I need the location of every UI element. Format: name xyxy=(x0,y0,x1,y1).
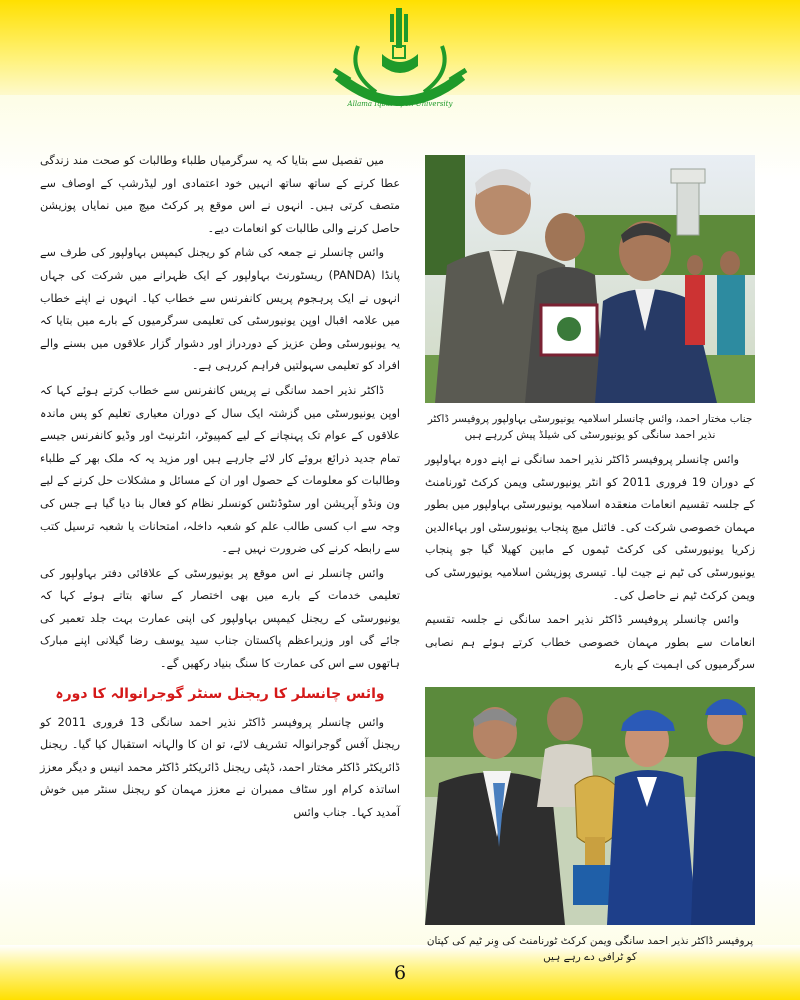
photo2-caption: پروفیسر ڈاکٹر نذیر احمد سانگی ویمن کرکٹ ٹورنامنٹ کی وِنر ٹیم کی کپتان کو ٹرافی دے رہے ہیں xyxy=(426,934,754,963)
left-article-text xyxy=(40,150,400,676)
paragraph: وائس چانسلر پروفیسر ڈاکٹر نذیر احمد سانگی نے اپنے دورہ بہاولپور کے دوران 19 فروری 2011 کو انٹر یونیورسٹی ویمن کرکٹ ٹورنامنٹ کے جلسہ تقسیم انعامات منعقدہ اسلامیہ یونیورسٹی بہاولپور میں بطور مہمان خصوصی شرکت کی۔ فائنل میچ پنجاب یونیورسٹی اور بہاءالدین زکریا یونیورسٹی کی کرکٹ ٹیموں کے مابین کھیلا گیا جو پنجاب یونیورسٹی کی ٹیم نے جیت لیا۔ تیسری پوزیشن اسلامیہ یونیورسٹی کی ویمن کرکٹ ٹیم نے حاصل کی۔ xyxy=(425,453,755,602)
paragraph: وائس چانسلر پروفیسر ڈاکٹر نذیر احمد سانگی 13 فروری 2011 کو ریجنل آفس گوجرانوالہ تشریف لائے، تو ان کا والہانہ استقبال کیا گیا۔ ریجنل ڈائریکٹر ڈاکٹر مختار احمد، ڈپٹی ریجنل ڈائریکٹر ڈاکٹر محمد انیس و دیگر معزز اساتذہ کرام اور سٹاف ممبران نے معزز مہمان کو ریجنل سنٹر میں خوش آمدید کہا۔ جناب وائس xyxy=(40,715,400,820)
logo-caption: Allama Iqbal Open University xyxy=(347,100,453,108)
left-article-text-2 xyxy=(40,712,400,825)
paragraph: وائس چانسلر نے اس موقع پر یونیورسٹی کے علاقائی دفتر بہاولپور کی تعلیمی خدمات کے بارے میں بھی اختصار کے ساتھ بتاتے ہوئے کہا کہ یونیورسٹی کے ریجنل کیمپس بہاولپور کی اپنی عمارت بہت جلد تعمیر کی جائے گی اور وزیراعظم پاکستان جناب سید یوسف رضا گیلانی اپنے مبارک ہاتھوں سے اس کی عمارت کا سنگ بنیاد رکھیں گے۔ xyxy=(40,566,400,671)
left-text-column xyxy=(40,150,400,950)
trophy-presentation-photo xyxy=(425,687,755,925)
paragraph: وائس چانسلر پروفیسر ڈاکٹر نذیر احمد سانگی نے جلسہ تقسیم انعامات سے بطور مہمان خصوصی خطاب کرتے ہوئے ہم نصابی سرگرمیوں کی اہمیت کے بارے xyxy=(425,613,755,672)
paragraph: وائس چانسلر نے جمعہ کی شام کو ریجنل کیمپس بہاولپور کی طرف سے پانڈا (PANDA) ریسٹورنٹ بہاولپور کے ایک ظہرانے میں شرکت کی جہاں انہوں نے ایک پرہجوم پریس کانفرنس سے خطاب کیا۔ انہوں نے اپنے خطاب میں علامہ اقبال اوپن یونیورسٹی کی تعلیمی سرگرمیوں کے بارے میں بتایا کہ یہ یونیورسٹی وطن عزیز کے دوردراز اور دشوار گزار علاقوں میں بسنے والے افراد کو تعلیمی سہولتیں فراہم کررہی ہے۔ xyxy=(40,246,400,373)
shield-presentation-photo xyxy=(425,155,755,403)
paragraph: میں تفصیل سے بتایا کہ یہ سرگرمیاں طلباء وطالبات کو صحت مند زندگی عطا کرنے کے ساتھ ساتھ انہیں خود اعتمادی اور لیڈرشپ کے اوصاف سے متصف کرتی ہیں۔ انہوں نے اس موقع پر کرکٹ میچ میں نمایاں پوزیشن حاصل کرنے والی طالبات کو انعامات دیے۔ xyxy=(40,154,400,235)
section-heading: وائس چانسلر کا ریجنل سنٹر گوجرانوالہ کا دورہ xyxy=(55,685,385,702)
right-column xyxy=(425,155,755,963)
paragraph: ڈاکٹر نذیر احمد سانگی نے پریس کانفرنس سے خطاب کرتے ہوئے کہا کہ اوپن یونیورسٹی میں گزشتہ ایک سال کے دوران معیاری تعلیم کو پس ماندہ علاقوں کے عوام تک پہنچانے کے لیے کمپیوٹر، انٹرنیٹ اور وڈیو کانفرنس جیسے تمام جدید ذرائع بروئے کار لائے جارہے ہیں اور مزید یہ کہ ملک بھر کے طلباء وطالبات کو معلومات کے حصول اور ان کے مسائل و مشکلات حل کرنے کے لیے ون ونڈو آپریشن اور سٹوڈنٹس کونسلر نظام کو فعال بنا دیا گیا ہے جس کی وجہ سے اب کسی طالب علم کو شعبہ داخلہ، امتحانات یا شعبہ ترسیل کتب سے رابطہ کرنے کی ضرورت نہیں ہے۔ xyxy=(40,383,400,556)
right-article-text xyxy=(425,449,755,677)
university-emblem-icon xyxy=(330,6,470,110)
photo1-caption: جناب مختار احمد، وائس چانسلر اسلامیہ یونیورسٹی بہاولپور پروفیسر ڈاکٹر نذیر احمد سانگی کو یونیورسٹی کی شیلڈ پیش کررہے ہیں xyxy=(427,413,753,441)
page-number: 6 xyxy=(393,962,407,984)
